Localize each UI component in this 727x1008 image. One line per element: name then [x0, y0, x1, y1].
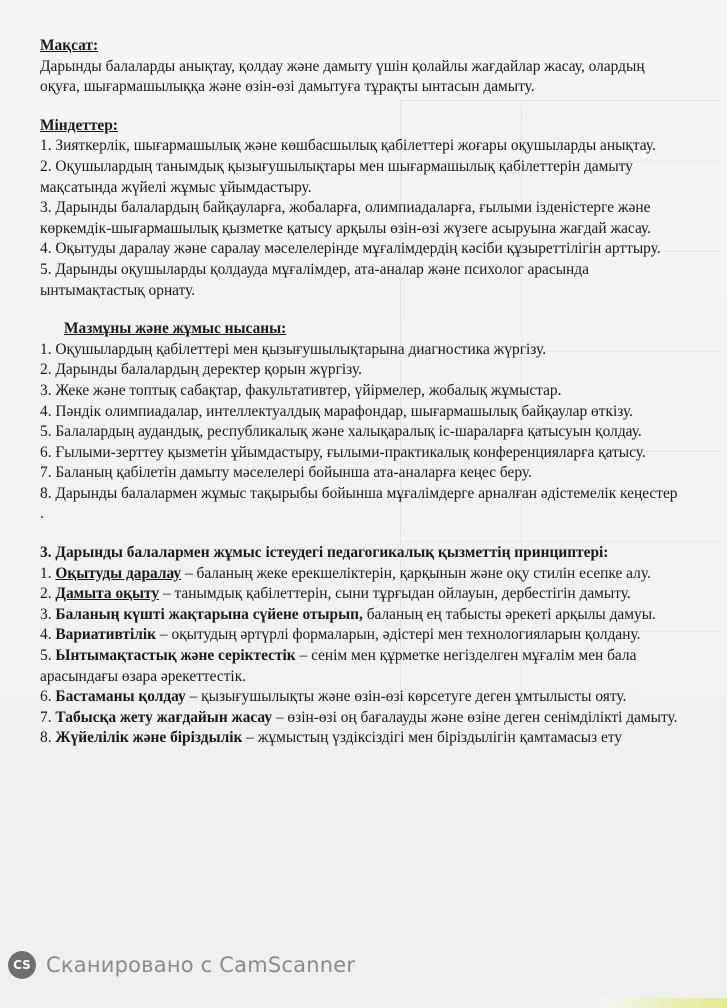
- task-item: 2. Оқушылардың танымдық қызығушылықтары мен шығармашылық қабілеттерін дамыту мақсатында жүйелі жұмыс ұйымдастыру.: [40, 157, 633, 196]
- principle-term: Бастаманы қолдау: [55, 688, 186, 706]
- principle-term: Баланың күшті жақтарына сүйене отырып,: [55, 605, 363, 623]
- task-item: 3. Дарынды балалардың байқауларға, жобаларға, олимпиадаларға, ғылыми ізденістерге және көркемдік-шығармашылық қызметке қатысу арқылы өзін-өзі жүзеге асыруына жағдай жасау.: [40, 199, 651, 237]
- content-item: 1. Оқушылардың қабілеттері мен қызығушылықтарына диагностика жүргізу.: [40, 340, 547, 358]
- camscanner-logo-icon: CS: [8, 951, 36, 979]
- document-body: [40, 36, 680, 749]
- principle-term: Вариативтілік: [55, 626, 157, 644]
- principle-item: 8. Жүйелілік және біріздылік – жұмыстың үздіксіздігі мен біріздылігін қамтамасыз ету: [40, 729, 623, 747]
- content-item: 6. Ғылыми-зерттеу қызметін ұйымдастыру, ғылыми-практикалық конференцияларға қатысу.: [40, 443, 646, 461]
- watermark-text: Сканировано с CamScanner: [46, 953, 356, 977]
- principle-term: Оқытуды даралау: [55, 564, 182, 582]
- goal-section: [40, 36, 680, 98]
- principle-term: Табысқа жету жағдайын жасау: [55, 708, 273, 726]
- principle-term: Дамыта оқыту: [55, 585, 160, 603]
- goal-text: Дарынды балаларды анықтау, қолдау және дамыту үшін қолайлы жағдайлар жасау, олардың оқуға, шығармашылыққа және өзін-өзі дамытуға тұрақты ынтасын дамыту.: [40, 57, 645, 96]
- principles-section: [40, 543, 680, 749]
- principle-item: 6. Бастаманы қолдау – қызығушылықты және өзін-өзі көрсетуге деген ұмтылысты ояту.: [40, 688, 627, 706]
- task-item: 5. Дарынды оқушыларды қолдауда мұғалімдер, ата-аналар және психолог арасында ынтымақтастық орнату.: [40, 260, 589, 299]
- content-item: 7. Баланың қабілетін дамыту мәселелері бойынша ата-аналарға кеңес беру.: [40, 464, 532, 482]
- tasks-heading: Міндеттер:: [40, 116, 118, 134]
- principle-item: 4. Вариативтілік – оқытудың әртүрлі формаларын, әдістері мен технологияларын қолдану.: [40, 626, 641, 644]
- goal-heading: Мақсат:: [40, 37, 99, 54]
- principle-item: 5. Ынтымақтастық және серіктестік – сенім мен құрметке негізделген мұғалім мен бала арасындағы өзара әрекеттестік.: [40, 647, 637, 685]
- content-item: 8. Дарынды балалармен жұмыс тақырыбы бойынша мұғалімдерге арналған әдістемелік кеңестер .: [40, 484, 678, 523]
- principle-term: Ынтымақтастық және серіктестік: [55, 647, 296, 665]
- content-heading: Мазмұны және жұмыс нысаны:: [64, 320, 287, 338]
- task-item: 1. Зияткерлік, шығармашылық және көшбасшылық қабілеттері жоғары оқушыларды анықтау.: [40, 137, 656, 155]
- principle-term: Жүйелілік және біріздылік: [55, 729, 243, 747]
- tasks-section: [40, 116, 680, 301]
- content-section: [40, 319, 680, 525]
- principles-heading: 3. Дарынды балалармен жұмыс істеудегі педагогикалық қызметтің принциптері:: [40, 544, 609, 562]
- content-item: 3. Жеке және топтық сабақтар, факультативтер, үйірмелер, жобалық жұмыстар.: [40, 381, 562, 399]
- principle-item: 3. Баланың күшті жақтарына сүйене отырып, баланың ең табысты әрекеті арқылы дамуы.: [40, 605, 656, 623]
- corner-highlight: [600, 998, 727, 1008]
- scanner-watermark: [0, 945, 727, 985]
- principle-item: 7. Табысқа жету жағдайын жасау – өзін-өзі оң бағалауды және өзіне деген сенімділікті дамыту.: [40, 708, 678, 726]
- principle-item: 2. Дамыта оқыту – танымдық қабілеттерін, сыни тұрғыдан ойлауын, дербестігін дамыту.: [40, 585, 631, 603]
- content-item: 5. Балалардың аудандық, республикалық және халықаралық іс-шараларға қатысуын қолдау.: [40, 423, 642, 441]
- task-item: 4. Оқытуды даралау және саралау мәселелерінде мұғалімдердің кәсіби құзыреттілігін арттыру.: [40, 240, 661, 258]
- content-item: 4. Пәндік олимпиадалар, интеллектуалдық марафондар, шығармашылық байқаулар өткізу.: [40, 402, 633, 420]
- principle-item: 1. Оқытуды даралау – баланың жеке ерекшеліктерін, қарқынын және оқу стилін есепке алу.: [40, 564, 651, 582]
- content-item: 2. Дарынды балалардың деректер қорын жүргізу.: [40, 361, 362, 379]
